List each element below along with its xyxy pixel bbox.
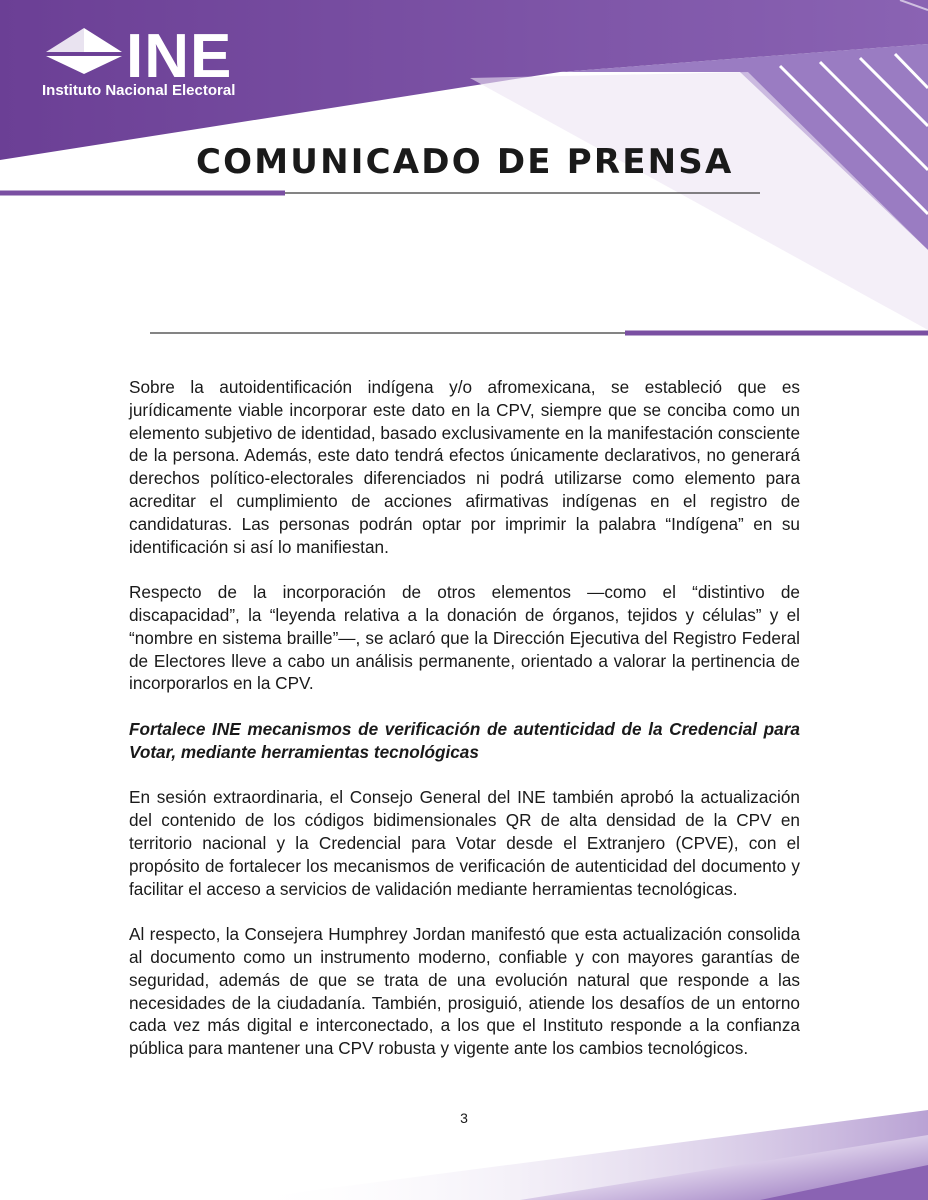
paragraph-consejera-statement: Al respecto, la Consejera Humphrey Jordan manifestó que esta actualización consolida al documento como un instrumento moderno, confiable y con mayores garantías de seguridad, además de que se trata de una evolución natural que responde a las necesidades de la ciudadanía. También, prosiguió, atiende los desafíos de un entorno cada vez más digital e interconectado, a los que el Instituto responde a la confianza pública para mantener una CPV robusta y vigente ante los cambios tecnológicos. [129, 924, 800, 1059]
ine-logo [40, 22, 280, 106]
ine-logo-mark-icon [42, 26, 126, 76]
paragraph-indigenous-identification: Sobre la autoidentificación indígena y/o afromexicana, se estableció que es jurídicamente viable incorporar este dato en la CPV, siempre que se conciba como un elemento subjetivo de identidad, basado exclusivamente en la manifestación consciente de la persona. Además, este dato tendrá efectos únicamente declarativos, no generará derechos político-electorales diferenciados ni podrá utilizarse como elemento para acreditar el cumplimiento de acciones afirmativas indígenas en el registro de candidaturas. Las personas podrán optar por imprimir la palabra “Indígena” en su identificación si así lo manifiestan. [129, 377, 800, 557]
section-heading: Fortalece INE mecanismos de verificación de autenticidad de la Credencial para Votar, mediante herramientas tecnológicas [129, 718, 800, 762]
press-release-body [129, 376, 800, 1083]
paragraph-other-elements: Respecto de la incorporación de otros elementos —como el “distintivo de discapacidad”, la “leyenda relativa a la donación de órganos, tejidos y células” y el “nombre en sistema braille”—, se aclaró que la Dirección Ejecutiva del Registro Federal de Electores lleve a cabo un análisis permanente, orientado a valorar la pertinencia de incorporarlos en la CPV. [129, 582, 800, 694]
logo-wordmark: INE [126, 22, 233, 91]
paragraph-qr-codes: En sesión extraordinaria, el Consejo General del INE también aprobó la actualización del contenido de los códigos bidimensionales QR de alta densidad de la CPV en territorio nacional y la Credencial para Votar desde el Extranjero (CPVE), con el propósito de fortalecer los mecanismos de verificación de autenticidad del documento y facilitar el acceso a servicios de validación mediante herramientas tecnológicas. [129, 787, 800, 899]
logo-subtitle: Instituto Nacional Electoral [42, 82, 236, 99]
document-title: COMUNICADO DE PRENSA [196, 142, 734, 182]
page-number: 3 [460, 1110, 468, 1126]
